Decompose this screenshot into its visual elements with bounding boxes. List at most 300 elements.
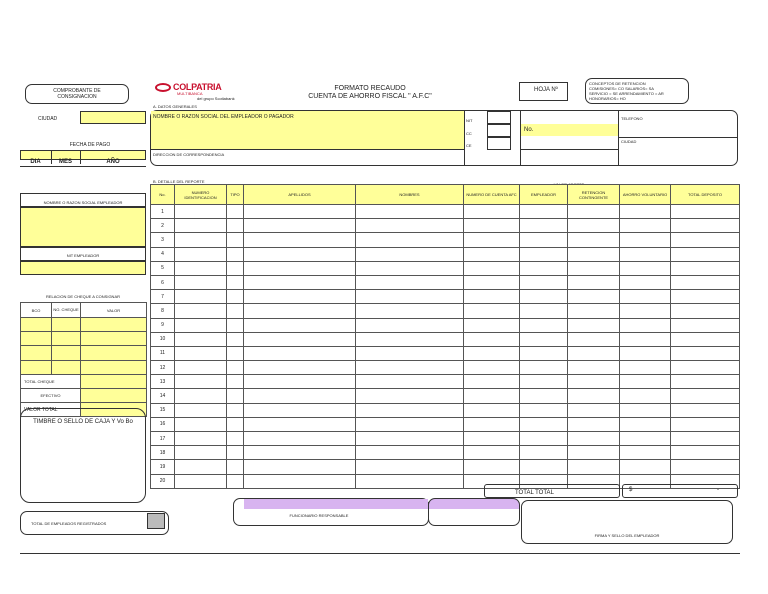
row-cell[interactable] <box>464 417 520 431</box>
row-cell[interactable] <box>464 346 520 360</box>
row-cell[interactable] <box>175 389 227 403</box>
id-number-field[interactable] <box>521 124 618 136</box>
sheet-number-box[interactable] <box>519 82 568 101</box>
row-cell[interactable] <box>568 460 620 474</box>
cheque-cell[interactable] <box>21 360 52 374</box>
row-cell[interactable] <box>244 304 356 318</box>
row-cell[interactable] <box>520 233 568 247</box>
table-row <box>151 304 740 318</box>
row-cell[interactable] <box>464 233 520 247</box>
row-cell[interactable] <box>620 290 671 304</box>
row-cell[interactable] <box>671 389 740 403</box>
receipt-line2: CONSIGNACION <box>57 94 97 100</box>
stamp-label: TIMBRE O SELLO DE CAJA Y Vo Bo <box>33 419 133 425</box>
total-cheque-field[interactable] <box>81 374 147 388</box>
row-cell[interactable] <box>227 389 244 403</box>
row-number: 16 <box>151 417 175 431</box>
row-cell[interactable] <box>464 247 520 261</box>
row-cell[interactable] <box>620 417 671 431</box>
row-cell[interactable] <box>568 219 620 233</box>
row-cell[interactable] <box>464 318 520 332</box>
row-cell[interactable] <box>568 346 620 360</box>
row-cell[interactable] <box>620 375 671 389</box>
cc-checkbox[interactable] <box>487 124 511 137</box>
row-number: 15 <box>151 403 175 417</box>
row-cell[interactable] <box>620 304 671 318</box>
row-cell[interactable] <box>464 432 520 446</box>
row-cell[interactable] <box>244 375 356 389</box>
table-row <box>151 275 740 289</box>
row-cell[interactable] <box>227 375 244 389</box>
row-cell[interactable] <box>464 275 520 289</box>
row-cell[interactable] <box>356 460 464 474</box>
row-cell[interactable] <box>568 417 620 431</box>
row-cell[interactable] <box>227 417 244 431</box>
row-cell[interactable] <box>620 205 671 219</box>
row-number: 14 <box>151 389 175 403</box>
row-cell[interactable] <box>227 290 244 304</box>
row-cell[interactable] <box>356 290 464 304</box>
cheque-cell[interactable] <box>21 318 52 332</box>
row-cell[interactable] <box>520 346 568 360</box>
row-cell[interactable] <box>175 403 227 417</box>
row-cell[interactable] <box>356 432 464 446</box>
table-row <box>151 205 740 219</box>
general-divider-v2 <box>520 111 521 166</box>
row-cell[interactable] <box>520 275 568 289</box>
general-divider-h <box>151 149 464 150</box>
efectivo-label: EFECTIVO <box>21 388 81 402</box>
row-number: 11 <box>151 346 175 360</box>
logo-brand: COLPATRIA <box>173 82 222 92</box>
row-cell[interactable] <box>671 247 740 261</box>
row-cell[interactable] <box>568 247 620 261</box>
row-cell[interactable] <box>464 261 520 275</box>
row-cell[interactable] <box>227 446 244 460</box>
row-cell[interactable] <box>620 318 671 332</box>
row-cell[interactable] <box>520 332 568 346</box>
table-row <box>151 261 740 275</box>
row-cell[interactable] <box>520 389 568 403</box>
header-account: NUMERO DE CUENTA AFC <box>464 185 520 205</box>
cheque-cell[interactable] <box>81 346 147 360</box>
valor-total-label: VALOR TOTAL <box>21 403 81 417</box>
row-cell[interactable] <box>671 361 740 375</box>
cheque-cell[interactable] <box>81 332 147 346</box>
row-cell[interactable] <box>620 432 671 446</box>
receipt-line1: COMPROBANTE DE <box>53 88 101 94</box>
row-cell[interactable] <box>620 247 671 261</box>
row-cell[interactable] <box>244 275 356 289</box>
row-cell[interactable] <box>568 389 620 403</box>
row-cell[interactable] <box>175 361 227 375</box>
row-cell[interactable] <box>520 247 568 261</box>
row-cell[interactable] <box>175 346 227 360</box>
row-cell[interactable] <box>356 332 464 346</box>
row-cell[interactable] <box>620 346 671 360</box>
left-nit-field[interactable] <box>20 261 146 275</box>
row-cell[interactable] <box>244 432 356 446</box>
row-cell[interactable] <box>671 261 740 275</box>
row-cell[interactable] <box>356 474 464 488</box>
row-cell[interactable] <box>671 460 740 474</box>
row-cell[interactable] <box>568 233 620 247</box>
row-cell[interactable] <box>227 233 244 247</box>
row-cell[interactable] <box>520 403 568 417</box>
detail-table <box>150 184 740 489</box>
row-cell[interactable] <box>356 389 464 403</box>
row-cell[interactable] <box>520 290 568 304</box>
logo-ring-icon <box>155 83 171 92</box>
row-cell[interactable] <box>244 460 356 474</box>
row-cell[interactable] <box>175 375 227 389</box>
cheque-cell[interactable] <box>21 346 52 360</box>
cheque-relation-label: RELACION DE CHEQUE A CONSIGNAR <box>45 294 120 299</box>
row-cell[interactable] <box>244 205 356 219</box>
row-cell[interactable] <box>175 318 227 332</box>
total-total-box <box>484 484 620 498</box>
row-cell[interactable] <box>356 318 464 332</box>
no-cheque-header: NO. CHEQUE <box>52 303 81 318</box>
sheet-number-label: HOJA Nº <box>534 87 558 93</box>
general-city-label: CIUDAD <box>621 139 637 144</box>
table-row <box>151 460 740 474</box>
row-cell[interactable] <box>175 219 227 233</box>
table-row <box>151 375 740 389</box>
row-number: 19 <box>151 460 175 474</box>
row-cell[interactable] <box>620 361 671 375</box>
row-cell[interactable] <box>244 247 356 261</box>
row-cell[interactable] <box>175 275 227 289</box>
row-cell[interactable] <box>356 219 464 233</box>
row-cell[interactable] <box>227 318 244 332</box>
row-cell[interactable] <box>671 205 740 219</box>
row-cell[interactable] <box>175 304 227 318</box>
row-cell[interactable] <box>227 247 244 261</box>
header-type: TIPO <box>227 185 244 205</box>
row-cell[interactable] <box>620 219 671 233</box>
row-number: 5 <box>151 261 175 275</box>
row-number: 6 <box>151 275 175 289</box>
city-input[interactable] <box>80 111 146 124</box>
employer-name-label: NOMBRE O RAZON SOCIAL DEL EMPLEADOR O PAGADOR <box>153 114 294 120</box>
row-cell[interactable] <box>356 417 464 431</box>
table-row <box>151 403 740 417</box>
row-cell[interactable] <box>568 275 620 289</box>
row-number: 7 <box>151 290 175 304</box>
row-cell[interactable] <box>356 205 464 219</box>
row-number: 17 <box>151 432 175 446</box>
row-cell[interactable] <box>464 389 520 403</box>
row-cell[interactable] <box>175 460 227 474</box>
row-cell[interactable] <box>671 375 740 389</box>
row-cell[interactable] <box>175 247 227 261</box>
table-row <box>151 389 740 403</box>
day-label: DIA <box>30 159 41 165</box>
row-number: 1 <box>151 205 175 219</box>
table-row <box>151 219 740 233</box>
row-cell[interactable] <box>356 261 464 275</box>
cheque-cell[interactable] <box>81 318 147 332</box>
row-cell[interactable] <box>568 290 620 304</box>
stamp-box <box>20 408 146 503</box>
header-last-name: APELLIDOS <box>244 185 356 205</box>
row-cell[interactable] <box>464 446 520 460</box>
table-row <box>151 290 740 304</box>
row-cell[interactable] <box>520 219 568 233</box>
cheque-cell[interactable] <box>52 318 81 332</box>
table-row <box>151 346 740 360</box>
employer-signature-label: FIRMA Y SELLO DEL EMPLEADOR <box>594 533 660 538</box>
valor-header: VALOR <box>81 303 147 318</box>
row-cell[interactable] <box>520 205 568 219</box>
row-cell[interactable] <box>244 233 356 247</box>
row-cell[interactable] <box>175 446 227 460</box>
general-divider-h2 <box>521 149 618 150</box>
row-cell[interactable] <box>568 446 620 460</box>
row-cell[interactable] <box>175 474 227 488</box>
left-employer-label-box <box>20 193 146 207</box>
row-cell[interactable] <box>175 417 227 431</box>
row-cell[interactable] <box>227 261 244 275</box>
cheque-cell[interactable] <box>52 360 81 374</box>
nit-label: NIT <box>466 118 473 123</box>
row-cell[interactable] <box>227 304 244 318</box>
left-nit-label-box <box>20 247 146 261</box>
header-id: NUMERO IDENTIFICACION <box>175 185 227 205</box>
concepts-line2: SERVICIO = SE ARRENDAMIENTO = AR <box>589 91 664 96</box>
row-cell[interactable] <box>520 361 568 375</box>
header-employer: EMPLEADOR <box>520 185 568 205</box>
row-cell[interactable] <box>620 332 671 346</box>
row-cell[interactable] <box>244 290 356 304</box>
row-cell[interactable] <box>464 332 520 346</box>
row-cell[interactable] <box>520 304 568 318</box>
row-cell[interactable] <box>520 432 568 446</box>
row-cell[interactable] <box>244 332 356 346</box>
row-cell[interactable] <box>620 446 671 460</box>
general-divider-h3 <box>619 137 737 138</box>
total-amount-box[interactable] <box>622 484 738 498</box>
row-cell[interactable] <box>671 332 740 346</box>
left-employer-field[interactable] <box>20 207 146 247</box>
row-cell[interactable] <box>356 346 464 360</box>
row-number: 2 <box>151 219 175 233</box>
row-cell[interactable] <box>244 403 356 417</box>
row-cell[interactable] <box>671 275 740 289</box>
row-cell[interactable] <box>464 460 520 474</box>
ce-label: CE <box>466 143 472 148</box>
row-cell[interactable] <box>227 474 244 488</box>
row-cell[interactable] <box>227 361 244 375</box>
bco-header: BCO <box>21 303 52 318</box>
row-cell[interactable] <box>620 261 671 275</box>
general-divider-v <box>464 111 465 166</box>
page-bottom-line <box>20 553 740 554</box>
row-cell[interactable] <box>620 233 671 247</box>
table-row <box>151 247 740 261</box>
row-cell[interactable] <box>356 375 464 389</box>
payment-date-label: FECHA DE PAGO <box>69 142 111 148</box>
concepts-line3: HONORARIOS= HO <box>589 96 626 101</box>
official-signature-field[interactable] <box>244 499 428 509</box>
row-cell[interactable] <box>227 332 244 346</box>
row-cell[interactable] <box>244 361 356 375</box>
row-cell[interactable] <box>568 375 620 389</box>
row-cell[interactable] <box>620 460 671 474</box>
cheque-cell[interactable] <box>52 332 81 346</box>
row-cell[interactable] <box>356 403 464 417</box>
cheque-cell[interactable] <box>52 346 81 360</box>
row-cell[interactable] <box>520 446 568 460</box>
row-cell[interactable] <box>568 261 620 275</box>
header-total: TOTAL DEPOSITO <box>671 185 740 205</box>
row-cell[interactable] <box>227 432 244 446</box>
table-row <box>151 432 740 446</box>
row-cell[interactable] <box>227 219 244 233</box>
row-cell[interactable] <box>175 233 227 247</box>
row-cell[interactable] <box>520 261 568 275</box>
cheque-cell[interactable] <box>81 360 147 374</box>
row-cell[interactable] <box>671 304 740 318</box>
row-cell[interactable] <box>671 233 740 247</box>
year-label: AÑO <box>106 159 120 165</box>
title-line2: CUENTA DE AHORRO FISCAL " A.F.C" <box>308 93 432 100</box>
row-cell[interactable] <box>671 432 740 446</box>
table-row <box>151 446 740 460</box>
header-no: No. <box>151 185 175 205</box>
cheque-cell[interactable] <box>21 332 52 346</box>
general-divider-v3 <box>618 111 619 166</box>
cheque-table <box>20 302 147 417</box>
employer-signature-box[interactable] <box>521 500 733 544</box>
row-cell[interactable] <box>464 403 520 417</box>
row-cell[interactable] <box>227 275 244 289</box>
row-cell[interactable] <box>227 346 244 360</box>
concepts-line1: COMISIONES= CO SALARIOS= SA <box>589 86 654 91</box>
row-cell[interactable] <box>568 432 620 446</box>
left-employer-label: NOMBRE O RAZON SOCIAL EMPLEADOR <box>43 200 123 205</box>
row-cell[interactable] <box>620 403 671 417</box>
phone-label: TELEFONO <box>621 116 643 121</box>
row-cell[interactable] <box>244 219 356 233</box>
table-row <box>151 233 740 247</box>
row-cell[interactable] <box>175 432 227 446</box>
row-cell[interactable] <box>356 304 464 318</box>
row-number: 18 <box>151 446 175 460</box>
logo-sub: del grupo Scotiabank <box>197 96 235 101</box>
row-cell[interactable] <box>175 290 227 304</box>
row-cell[interactable] <box>244 318 356 332</box>
row-cell[interactable] <box>568 332 620 346</box>
row-cell[interactable] <box>671 417 740 431</box>
concepts-box <box>585 78 689 104</box>
total-cheque-label: TOTAL CHEQUE <box>21 374 81 388</box>
official-side-box[interactable] <box>428 498 520 526</box>
table-row <box>151 332 740 346</box>
row-cell[interactable] <box>356 361 464 375</box>
row-cell[interactable] <box>520 375 568 389</box>
total-employees-label: TOTAL DE EMPLEADOS REGISTRADOS <box>31 521 107 526</box>
row-cell[interactable] <box>671 290 740 304</box>
row-cell[interactable] <box>227 403 244 417</box>
row-cell[interactable] <box>244 346 356 360</box>
row-cell[interactable] <box>464 304 520 318</box>
row-cell[interactable] <box>671 446 740 460</box>
row-cell[interactable] <box>244 446 356 460</box>
nit-checkbox[interactable] <box>487 111 511 124</box>
row-cell[interactable] <box>356 233 464 247</box>
row-cell[interactable] <box>568 403 620 417</box>
row-cell[interactable] <box>175 332 227 346</box>
currency-symbol: $ <box>629 487 633 493</box>
row-number: 8 <box>151 304 175 318</box>
header-first-name: NOMBRES <box>356 185 464 205</box>
detail-section-label: B. DETALLE DEL REPORTE <box>153 179 205 184</box>
row-cell[interactable] <box>520 417 568 431</box>
row-cell[interactable] <box>671 318 740 332</box>
row-cell[interactable] <box>244 474 356 488</box>
table-row <box>151 417 740 431</box>
row-number: 9 <box>151 318 175 332</box>
month-label: MES <box>58 159 72 165</box>
row-cell[interactable] <box>671 403 740 417</box>
row-number: 12 <box>151 361 175 375</box>
row-cell[interactable] <box>671 346 740 360</box>
total-amount-dash: - <box>717 487 719 493</box>
row-cell[interactable] <box>520 318 568 332</box>
ce-checkbox[interactable] <box>487 137 511 150</box>
row-cell[interactable] <box>464 219 520 233</box>
row-cell[interactable] <box>227 205 244 219</box>
row-cell[interactable] <box>568 361 620 375</box>
left-nit-label: NIT EMPLEADOR <box>66 253 100 258</box>
row-cell[interactable] <box>356 446 464 460</box>
row-number: 10 <box>151 332 175 346</box>
row-cell[interactable] <box>175 261 227 275</box>
row-cell[interactable] <box>356 275 464 289</box>
row-cell[interactable] <box>520 460 568 474</box>
official-signature-label: FUNCIONARIO RESPONSABLE <box>289 513 349 518</box>
row-number: 20 <box>151 474 175 488</box>
header-retention: RETENCION CONTINGENTE <box>568 185 620 205</box>
row-cell[interactable] <box>244 417 356 431</box>
row-cell[interactable] <box>464 361 520 375</box>
row-cell[interactable] <box>464 290 520 304</box>
total-employees-field[interactable] <box>147 513 165 529</box>
row-cell[interactable] <box>356 247 464 261</box>
row-cell[interactable] <box>568 205 620 219</box>
row-cell[interactable] <box>620 389 671 403</box>
id-number-label: No. <box>524 127 534 133</box>
row-cell[interactable] <box>244 261 356 275</box>
row-cell[interactable] <box>671 219 740 233</box>
efectivo-field[interactable] <box>81 388 147 402</box>
row-cell[interactable] <box>227 460 244 474</box>
row-cell[interactable] <box>568 304 620 318</box>
row-cell[interactable] <box>620 275 671 289</box>
row-number: 13 <box>151 375 175 389</box>
row-cell[interactable] <box>568 318 620 332</box>
row-cell[interactable] <box>464 205 520 219</box>
row-cell[interactable] <box>175 205 227 219</box>
table-row <box>151 361 740 375</box>
row-cell[interactable] <box>244 389 356 403</box>
row-cell[interactable] <box>464 375 520 389</box>
table-row <box>151 318 740 332</box>
title-line1: FORMATO RECAUDO <box>334 85 406 92</box>
general-section-label: A. DATOS GENERALES <box>153 104 197 109</box>
